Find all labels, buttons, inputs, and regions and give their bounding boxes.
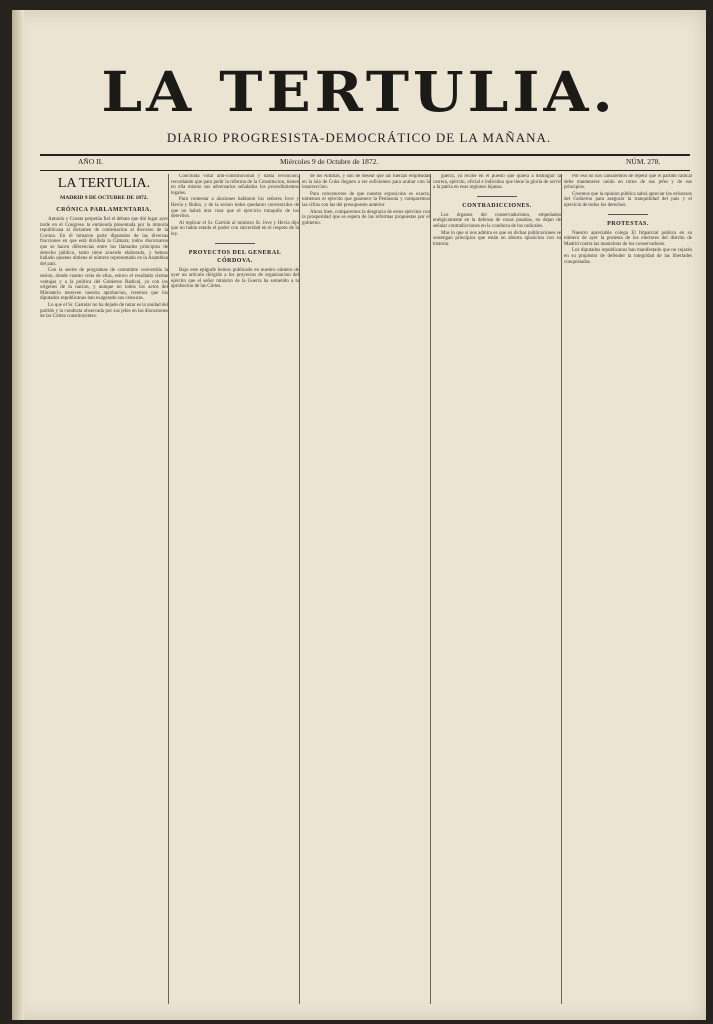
section-separator [608,214,648,215]
column-divider [561,174,562,1004]
column-1 [40,174,168,1010]
column-divider [299,174,300,1004]
article-paragraph: Para convencerse de que nuestra exposicion es exacta, tomemos el ejército que guarnece la Península y comparemos las cifras con las del presupuesto anterior. [302,191,430,208]
column-4 [433,174,561,1010]
page-binding-shadow [12,10,24,1020]
column-title: LA TERTULIA. [57,176,151,191]
section-separator [215,243,255,244]
article-paragraph: Creemos que la opinion pública sabrá apreciar los esfuerzos del Gobierno para asegurar la tranquilidad del país y el ejercicio de todos los derechos. [564,191,692,208]
column-divider [168,174,169,1004]
dateline-number: NÚM. 278. [626,157,661,166]
newspaper-page [12,10,706,1020]
article-paragraph: de los Antillas, y son de desear que las fuerzas empleadas en la isla de Cuba lleguen a ser suficientes para acabar con la insurreccion. [302,174,430,191]
section-separator [477,196,517,197]
section-heading: CONTRADICCIONES. [462,202,532,209]
article-paragraph: Al replicar el Sr. Garrido al ministro Sr. Jove y Hevia dijo que no había estado el poder con sinceridad en el respeto de la ley. [171,220,299,237]
section-heading: PROYECTOS DEL GENERAL CÓRDOVA. [188,249,282,264]
article-paragraph: Mas lo que sí nos admira es que en dichas publicaciones se sostengan principios que están en abierta oposicion con su historia. [433,230,561,247]
dateline-date: Miércoles 9 de Octubre de 1872. [280,157,379,166]
masthead-rule-top [40,154,690,156]
article-paragraph: Bajo este epígrafe hemos publicado en nuestro número de ayer un artículo dirigido a los proyectos de organizacion del ejército que el señor ministro de la Guerra ha sometido a la aprobacion de las Córtes. [171,267,299,290]
article-paragraph: Antonio y Cuesta perpetúa fiel el debate que dió lugar ayer tarde en el Congreso la enmienda presentada por la minoría republicana al dictamen de contestacion al discurso de la Corona. En él tomaron parte diputados de las diversas fracciones en que está dividida la Cámara; todos discursaron que se hacen diferencias entre los llamados principios de derecho público, tanto tiene acuerdo elaborado, y hemos hallado quienes obtiene el número representado en la Asamblea del país. [40,217,168,267]
article-paragraph: Para contestar a alusiones hablaron los señores Jove y Hevia y Rubio, y de la sesion todos quedaron convencidos de que no habrá otra cosa que el ejercicio tranquilo de los derechos. [171,197,299,220]
column-2 [171,174,299,1010]
article-paragraph: Nuestro apreciable colega El Imparcial publica en su número de ayer la protesta de los electores del distrito de Madrid contra las maniobras de los conservadores. [564,230,692,247]
section-heading: PROTESTAS. [607,220,649,227]
dateline [40,157,690,169]
masthead-rule-bottom [40,170,690,171]
article-paragraph: Ahora bien, comparemos la desgracia de estos ejércitos con la prosperidad que se espera de las reformas propuestas por el gobierno. [302,209,430,226]
masthead-title: LA TERTULIA. [101,59,617,125]
column-divider [430,174,431,1004]
masthead-subtitle: DIARIO PROGRESISTA-DEMOCRÁTICO DE LA MAÑANA. [166,130,552,145]
article-paragraph: Por eso no nos cansaremos de repetir que el partido radical debe mantenerse unido en torno de sus jefes y de sus principios. [564,174,692,191]
article-paragraph: Los órganos del conservadurismo, empeñados enérgicamente en la defensa de cosas pasadas, no dejan de señalar contradicciones en la conducta de los radicales. [433,212,561,229]
article-paragraph: Lo que el Sr. Castelar no ha dejado de notar es la unidad del partido y la conducta observada por sus jefes en las discusiones de las Córtes constituyentes. [40,302,168,320]
dateline-year: AÑO II. [78,157,103,166]
column-date: MADRID 9 DE OCTUBRE DE 1872. [60,195,148,201]
article-paragraph: Concluida votar anti-constitucional y hasta revoucion, recordando que para pedir la reforma de la Constitucion, tienen en ella mismo sus adversarios señalados los procedimientos legales. [171,174,299,196]
article-paragraph: guerra, ya recibe en el puesto que quiera a distinguir la carrera, ejército, oficial e individuo que tiene la gloria de servir a la patria en esas regiones lejanas. [433,174,561,191]
section-heading: CRÓNICA PARLAMENTARIA. [56,207,152,213]
column-3 [302,174,430,1010]
article-paragraph: Los diputados republicanos han manifestado que no cejarán en su propósito de defender la integridad de las libertades conquistadas. [564,248,692,265]
column-5 [564,174,692,1010]
article-paragraph: Con la suerte de programas de costumbre convertida la sesion, donde cuanto creia de ellas, estuvo el resultado ciertas ventajas y a la política del Gobierno Radical, ya con los orígenes de la nacion, y aunque no todos los actos del Ministerio merecen nuestra aprobacion, creemos que los diputados republicanos han exagerado sus censuras. [40,268,168,302]
